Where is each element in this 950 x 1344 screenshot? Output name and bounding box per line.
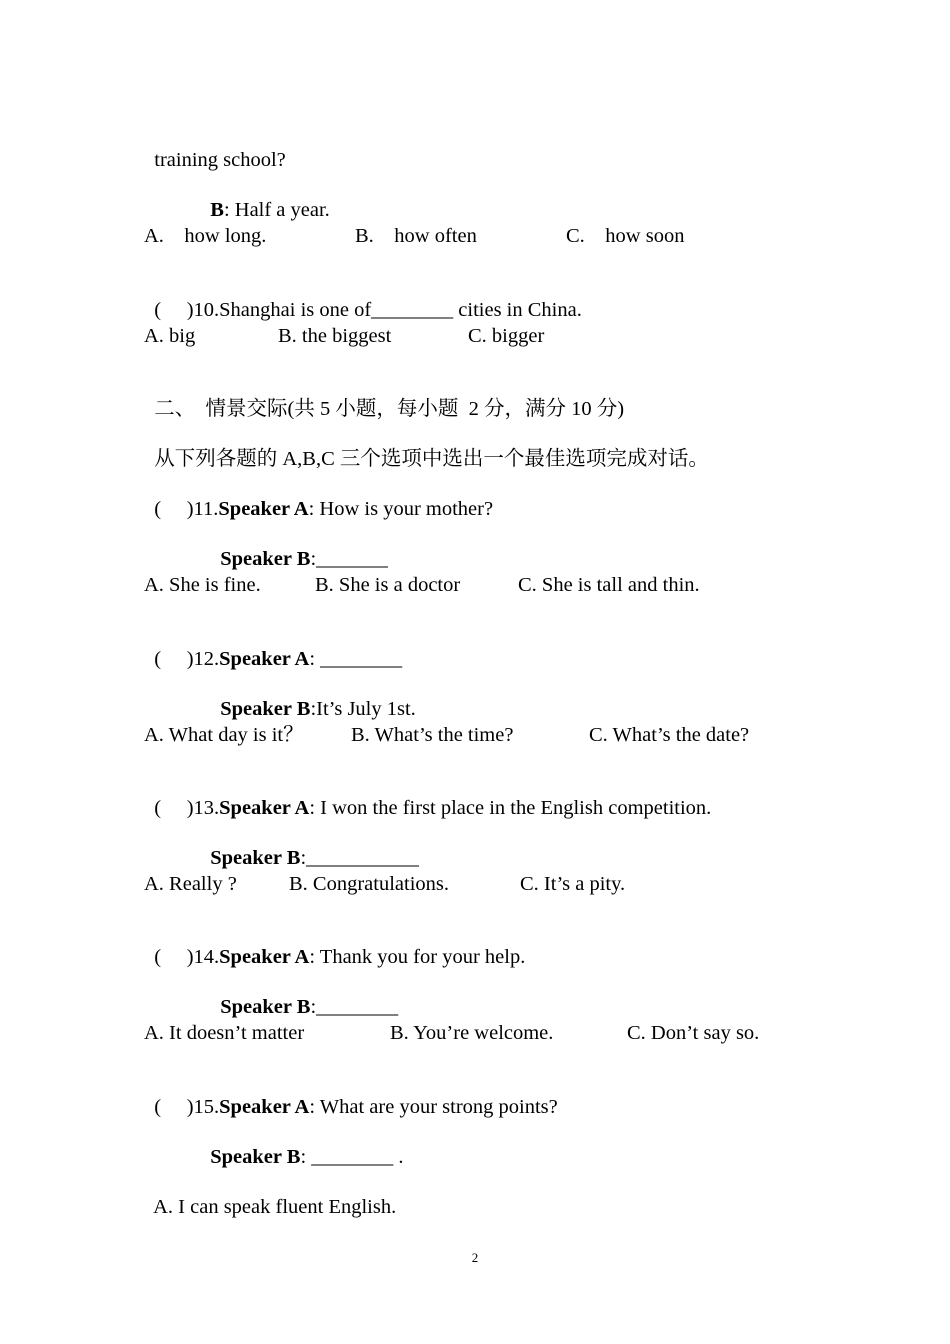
option-a: A. how long.	[144, 225, 267, 247]
option-c: C. It’s a pity.	[520, 873, 626, 895]
option-b: B. She is a doctor	[315, 574, 461, 596]
option-c: C. What’s the date?	[589, 724, 750, 746]
option-b: B. how often	[355, 225, 477, 247]
option-c: C. how soon	[566, 225, 685, 247]
section-title-text: 二、 情景交际(共 5 小题，每小题 2 分，满分 10 分)	[154, 398, 625, 420]
question-13	[144, 772, 711, 820]
question-15-option-a	[144, 1171, 396, 1219]
speaker-a-text: : ________	[309, 648, 403, 670]
page-number: 2	[471, 1250, 479, 1265]
speaker-label: B	[210, 199, 224, 221]
speaker-b-label: Speaker B	[220, 996, 311, 1018]
option-b: B. You’re welcome.	[390, 1022, 554, 1044]
question-text: training school?	[154, 149, 286, 171]
speaker-a-label: Speaker A	[219, 648, 310, 670]
option-a: A. big	[144, 325, 196, 347]
question-14	[144, 921, 525, 969]
speaker-a-text: : What are your strong points?	[309, 1096, 558, 1118]
question-10	[144, 274, 582, 322]
speaker-a-label: Speaker A	[219, 797, 310, 819]
option-b: B. the biggest	[278, 325, 392, 347]
speaker-b-text: :________	[310, 996, 399, 1018]
question-11	[144, 473, 493, 521]
question-number: ( )15.	[154, 1096, 220, 1118]
option-b: B. What’s the time?	[351, 724, 514, 746]
speaker-b-text: :___________	[300, 847, 419, 869]
question-14-speaker-b	[210, 971, 398, 1019]
speaker-b-label: Speaker B	[210, 1146, 301, 1168]
option-b: B. Congratulations.	[289, 873, 450, 895]
question-12-speaker-b	[210, 673, 416, 721]
speaker-b-text: :It’s July 1st.	[310, 698, 416, 720]
speaker-text: : Half a year.	[223, 199, 330, 221]
speaker-b-text: :_______	[310, 548, 388, 570]
question-15-speaker-b	[200, 1121, 404, 1169]
speaker-b-text: : ________ .	[300, 1146, 404, 1168]
speaker-a-label: Speaker A	[219, 946, 310, 968]
question-number: ( )12.	[154, 648, 220, 670]
speaker-a-label: Speaker A	[219, 1096, 310, 1118]
option-c: C. She is tall and thin.	[518, 574, 700, 596]
speaker-a-text: : Thank you for your help.	[309, 946, 526, 968]
question-number: ( )11.	[154, 498, 219, 520]
speaker-b-label: Speaker B	[220, 698, 311, 720]
question-15	[144, 1071, 558, 1119]
question-text: ( )10.Shanghai is one of________ cities in China.	[154, 299, 582, 321]
speaker-a-text: : I won the first place in the English competition.	[309, 797, 712, 819]
section-instructions-text: 从下列各题的 A,B,C 三个选项中选出一个最佳选项完成对话。	[154, 448, 709, 470]
speaker-b-label: Speaker B	[210, 847, 301, 869]
option-c: C. bigger	[468, 325, 545, 347]
section-instructions	[144, 423, 709, 471]
question-number: ( )13.	[154, 797, 220, 819]
question-number: ( )14.	[154, 946, 220, 968]
option-a: A. I can speak fluent English.	[153, 1196, 397, 1218]
option-c: C. Don’t say so.	[627, 1022, 760, 1044]
question-13-speaker-b	[200, 822, 419, 870]
question-12	[144, 623, 402, 671]
speaker-b-label: Speaker B	[220, 548, 311, 570]
option-a: A. What day is it？	[144, 724, 304, 746]
speaker-a-text: : How is your mother?	[308, 498, 494, 520]
question-9-speaker-b	[200, 174, 330, 222]
question-9-continuation	[144, 124, 286, 172]
option-a: A. Really ?	[144, 873, 237, 895]
option-a: A. She is fine.	[144, 574, 261, 596]
question-11-speaker-b	[210, 523, 388, 571]
section-title	[144, 373, 624, 421]
speaker-a-label: Speaker A	[218, 498, 309, 520]
option-a: A. It doesn’t matter	[144, 1022, 305, 1044]
